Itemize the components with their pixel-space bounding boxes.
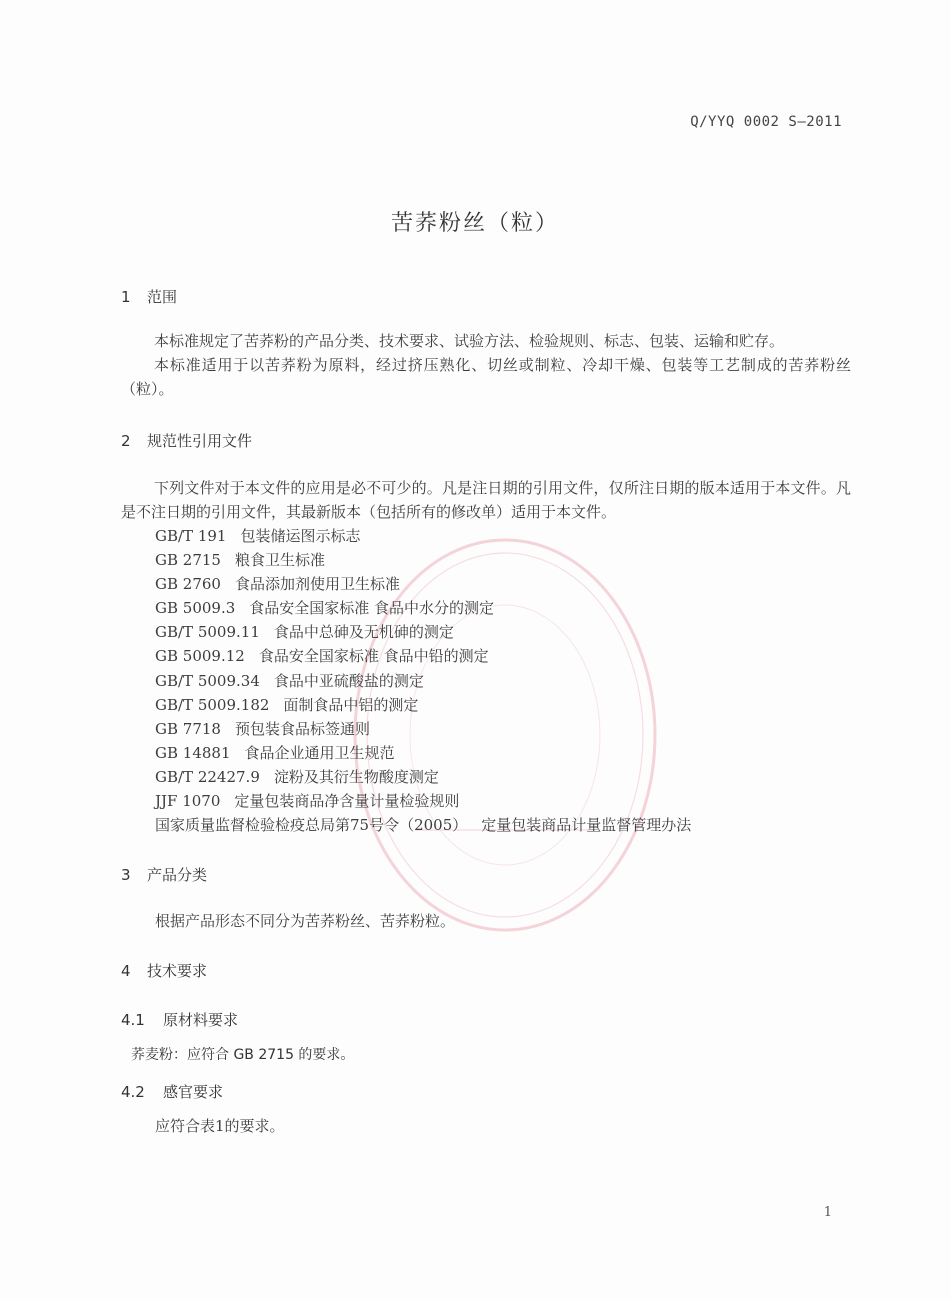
- reference-code: GB/T 191: [155, 527, 227, 545]
- reference-code: GB/T 5009.34: [155, 671, 260, 690]
- section-4-title: 技术要求: [147, 962, 208, 980]
- scope-paragraph-1: 本标准规定了苦荞粉的产品分类、技术要求、试验方法、检验规则、标志、包装、运输和贮存。: [154, 332, 785, 350]
- scope-paragraph-2: 本标准适用于以苦荞粉为原料，经过挤压熟化、切丝或制粒、冷却干燥、包装等工艺制成的苦荞粉丝（粒）。: [121, 356, 851, 398]
- reference-item: [155, 548, 691, 572]
- reference-title: 面制食品中铝的测定: [283, 695, 419, 714]
- reference-item: [155, 620, 691, 644]
- reference-item: [155, 741, 691, 765]
- section-1-number: 1: [121, 288, 131, 306]
- reference-item: [155, 717, 691, 741]
- raw-material-requirement: 荞麦粉：应符合 GB 2715 的要求。: [131, 1047, 355, 1063]
- reference-title: 定量包装商品净含量计量检验规则: [234, 792, 460, 811]
- reference-title: 食品企业通用卫生规范: [244, 743, 395, 762]
- section-4-1-number: 4.1: [121, 1011, 145, 1029]
- reference-code: GB 5009.12: [155, 647, 245, 666]
- reference-code: GB 2715: [155, 551, 221, 570]
- references-intro-paragraph: 下列文件对于本文件的应用是必不可少的。凡是注日期的引用文件，仅所注日期的版本适用于本文件。凡是不注日期的引用文件，其最新版本（包括所有的修改单）适用于本文件。: [121, 479, 851, 521]
- reference-item: [155, 789, 691, 813]
- reference-code: GB 7718: [155, 719, 221, 738]
- reference-title: 食品中总砷及无机砷的测定: [273, 623, 454, 642]
- reference-title: 粮食卫生标准: [234, 551, 325, 570]
- reference-item: [155, 572, 691, 596]
- section-4-heading: [121, 960, 207, 981]
- section-4-2-number: 4.2: [121, 1083, 145, 1101]
- reference-item: [155, 524, 691, 548]
- reference-code: JJF 1070: [155, 792, 221, 811]
- reference-item: [155, 596, 691, 620]
- reference-item: [155, 693, 691, 717]
- section-2-title: 规范性引用文件: [147, 432, 253, 450]
- section-4-number: 4: [121, 962, 131, 980]
- section-4-1-title: 原材料要求: [163, 1011, 239, 1029]
- section-3-number: 3: [121, 866, 131, 884]
- reference-code: GB 5009.3: [155, 599, 236, 618]
- reference-list: [155, 524, 691, 837]
- reference-title: 定量包装商品计量监督管理办法: [481, 816, 692, 835]
- reference-title: 食品安全国家标准 食品中水分的测定: [249, 599, 495, 618]
- reference-code: GB/T 5009.182: [155, 695, 270, 714]
- reference-code: GB/T 22427.9: [155, 767, 260, 786]
- reference-item: [155, 813, 691, 837]
- section-4-1-heading: [121, 1009, 238, 1030]
- reference-title: 包装储运图示标志: [240, 527, 361, 545]
- section-3-heading: [121, 864, 207, 885]
- reference-title: 食品安全国家标准 食品中铅的测定: [258, 647, 489, 666]
- section-1-heading: [121, 286, 177, 307]
- standard-code: Q/YYQ 0002 S—2011: [690, 114, 842, 130]
- section-2-number: 2: [121, 432, 131, 450]
- reference-title: 预包装食品标签通则: [234, 719, 370, 738]
- sensory-requirement-text: 应符合表1的要求。: [155, 1117, 285, 1135]
- section-4-2-heading: [121, 1081, 223, 1102]
- section-3-title: 产品分类: [147, 866, 208, 884]
- reference-item: [155, 765, 691, 789]
- section-2-heading: [121, 430, 252, 451]
- reference-code: 国家质量监督检验检疫总局第75号令（2005）: [155, 816, 468, 835]
- reference-item: [155, 669, 691, 693]
- section-1-title: 范围: [147, 288, 178, 306]
- reference-item: [155, 644, 691, 668]
- classification-paragraph: 根据产品形态不同分为苦荞粉丝、苦荞粉粒。: [155, 912, 456, 930]
- reference-code: GB/T 5009.11: [155, 623, 260, 642]
- section-4-2-title: 感官要求: [163, 1083, 224, 1101]
- reference-title: 淀粉及其衍生物酸度测定: [273, 767, 439, 786]
- reference-code: GB 2760: [155, 575, 221, 594]
- reference-code: GB 14881: [155, 743, 231, 762]
- reference-title: 食品添加剂使用卫生标准: [234, 575, 400, 594]
- page-number: 1: [823, 1205, 832, 1220]
- document-title: 苦荞粉丝（粒）: [390, 211, 559, 236]
- reference-title: 食品中亚硫酸盐的测定: [273, 671, 424, 690]
